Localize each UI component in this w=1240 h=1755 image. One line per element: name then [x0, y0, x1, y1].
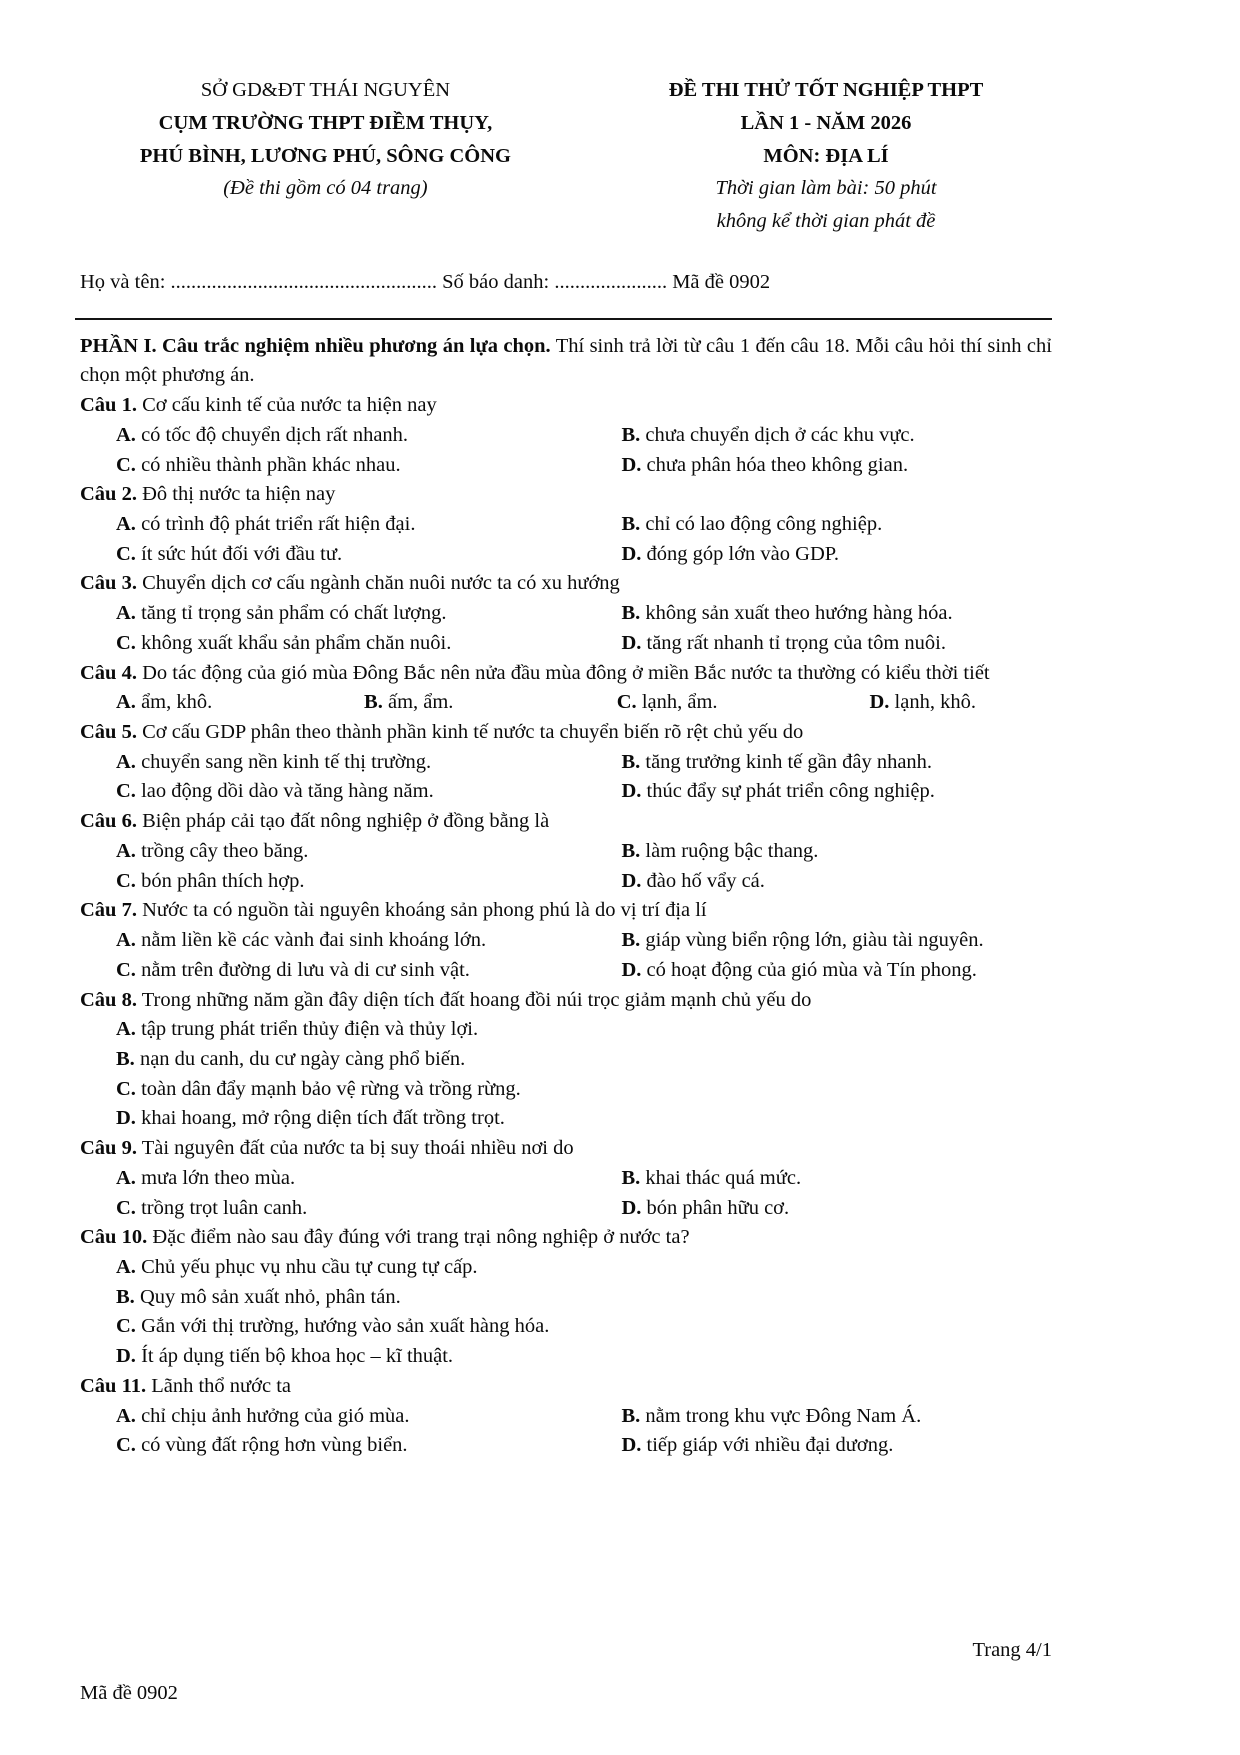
question-number: Câu 3. [80, 572, 137, 595]
option-9-B [621, 1164, 1052, 1194]
option-2-A [116, 510, 621, 540]
question-options [80, 1402, 1052, 1461]
option-3-C [116, 629, 621, 659]
option-letter: C. [116, 1196, 136, 1219]
option-text: có vùng đất rộng hơn vùng biển. [141, 1434, 408, 1457]
option-text: tập trung phát triển thủy điện và thủy lợi. [141, 1018, 479, 1041]
exam-round: LẦN 1 - NĂM 2026 [740, 111, 912, 134]
question-4 [80, 659, 1052, 718]
question-options [80, 1164, 1052, 1223]
option-text: trồng cây theo băng. [141, 839, 309, 862]
option-9-D [621, 1194, 1052, 1224]
question-number: Câu 10. [80, 1226, 148, 1249]
question-5 [80, 718, 1052, 807]
pages-note: (Đề thi gồm có 04 trang) [223, 177, 428, 200]
option-letter: C. [616, 691, 637, 714]
option-text: ấm, ẩm. [387, 691, 454, 714]
school-name-line2: PHÚ BÌNH, LƯƠNG PHÚ, SÔNG CÔNG [139, 144, 511, 167]
option-letter: C. [116, 869, 136, 892]
footer-exam-code: Mã đề 0902 [80, 1682, 178, 1705]
option-letter: A. [116, 1255, 136, 1278]
option-text: tăng trưởng kinh tế gần đây nhanh. [645, 750, 933, 773]
question-text: Trong những năm gần đây diện tích đất hoang đồi núi trọc giảm mạnh chủ yếu do [141, 988, 812, 1011]
option-letter: B. [621, 423, 641, 446]
question-stem [80, 569, 1052, 599]
question-options [80, 1015, 1052, 1134]
option-letter: D. [621, 958, 642, 981]
option-letter: D. [621, 869, 642, 892]
option-letter: A. [116, 839, 136, 862]
option-text: giáp vùng biển rộng lớn, giàu tài nguyên. [645, 929, 984, 952]
option-letter: C. [116, 542, 136, 565]
option-letter: B. [621, 929, 641, 952]
question-stem [80, 807, 1052, 837]
option-letter: C. [116, 1315, 136, 1338]
option-text: bón phân hữu cơ. [646, 1196, 790, 1219]
question-number: Câu 8. [80, 988, 137, 1011]
question-stem [80, 718, 1052, 748]
student-id-field: Số báo danh: ...................... [442, 270, 668, 293]
question-number: Câu 7. [80, 899, 137, 922]
option-text: tăng rất nhanh tỉ trọng của tôm nuôi. [646, 631, 946, 654]
option-letter: A. [116, 602, 136, 625]
question-options [80, 421, 1052, 480]
option-letter: D. [116, 1345, 136, 1368]
question-2 [80, 480, 1052, 569]
option-9-A [116, 1164, 621, 1194]
option-11-A [116, 1402, 621, 1432]
option-11-B [621, 1402, 1052, 1432]
question-options [80, 510, 1052, 569]
option-2-D [621, 540, 1052, 570]
option-2-C [116, 540, 621, 570]
part1-instructions: Thí sinh trả lời từ câu 1 đến câu 18. Mỗi câu hỏi thí sinh chỉ chọn một phương án. [80, 334, 1052, 387]
question-6 [80, 807, 1052, 896]
question-options [80, 837, 1052, 896]
option-letter: C. [116, 1434, 136, 1457]
option-8-C [116, 1075, 1052, 1105]
option-10-C [116, 1312, 1052, 1342]
question-7 [80, 896, 1052, 985]
option-text: nằm liền kề các vành đai sinh khoáng lớn. [141, 929, 487, 952]
option-letter: A. [116, 1404, 136, 1427]
option-letter: A. [116, 750, 136, 773]
option-text: đào hố vẩy cá. [646, 869, 765, 892]
option-text: lạnh, ẩm. [641, 691, 718, 714]
option-letter: C. [116, 1077, 136, 1100]
option-7-C [116, 956, 621, 986]
option-text: mưa lớn theo mùa. [141, 1166, 296, 1189]
issuer-block [80, 74, 571, 238]
option-letter: B. [621, 1166, 641, 1189]
option-text: lao động dồi dào và tăng hàng năm. [141, 780, 434, 803]
option-7-A [116, 926, 621, 956]
option-text: trồng trọt luân canh. [141, 1196, 308, 1219]
question-options [80, 1253, 1052, 1372]
option-5-A [116, 748, 621, 778]
question-text: Cơ cấu GDP phân theo thành phần kinh tế nước ta chuyển biến rõ rệt chủ yếu do [142, 721, 804, 744]
option-6-C [116, 867, 621, 897]
option-text: có tốc độ chuyển dịch rất nhanh. [141, 423, 409, 446]
option-5-D [621, 777, 1052, 807]
question-stem [80, 1372, 1052, 1402]
option-text: bón phân thích hợp. [141, 869, 305, 892]
question-stem [80, 659, 1052, 689]
part1-heading [80, 332, 1052, 391]
option-text: thúc đẩy sự phát triển công nghiệp. [646, 780, 935, 803]
option-7-D [621, 956, 1052, 986]
option-text: nằm trong khu vực Đông Nam Á. [645, 1404, 922, 1427]
option-4-B [364, 688, 617, 718]
exam-duration: Thời gian làm bài: 50 phút [715, 177, 937, 200]
option-6-B [621, 837, 1052, 867]
option-letter: B. [621, 602, 641, 625]
question-11 [80, 1372, 1052, 1461]
option-letter: C. [116, 780, 136, 803]
option-text: có nhiều thành phần khác nhau. [141, 453, 401, 476]
exam-code-label: Mã đề 0902 [672, 270, 771, 293]
option-letter: D. [621, 453, 642, 476]
option-3-A [116, 599, 621, 629]
question-number: Câu 5. [80, 721, 137, 744]
student-name-field: Họ và tên: .................................................... [80, 270, 438, 293]
question-text: Cơ cấu kinh tế của nước ta hiện nay [142, 394, 437, 417]
option-letter: B. [621, 839, 641, 862]
student-info-line [80, 268, 1052, 298]
question-1 [80, 391, 1052, 480]
question-10 [80, 1223, 1052, 1372]
option-1-B [621, 421, 1052, 451]
option-10-D [116, 1342, 1052, 1372]
option-1-D [621, 451, 1052, 481]
exam-subject: MÔN: ĐỊA LÍ [763, 144, 889, 167]
option-letter: A. [116, 1166, 136, 1189]
option-letter: A. [116, 1018, 136, 1041]
option-letter: B. [364, 691, 383, 714]
option-1-A [116, 421, 621, 451]
option-8-D [116, 1104, 1052, 1134]
question-stem [80, 391, 1052, 421]
question-text: Đô thị nước ta hiện nay [142, 483, 336, 506]
question-options [80, 748, 1052, 807]
question-9 [80, 1134, 1052, 1223]
question-number: Câu 6. [80, 810, 137, 833]
header-divider [75, 318, 1052, 320]
question-stem [80, 480, 1052, 510]
option-text: Quy mô sản xuất nhỏ, phân tán. [139, 1285, 401, 1308]
option-text: Gắn với thị trường, hướng vào sản xuất hàng hóa. [141, 1315, 550, 1338]
option-text: tiếp giáp với nhiều đại dương. [646, 1434, 894, 1457]
option-letter: B. [621, 750, 641, 773]
question-text: Tài nguyên đất của nước ta bị suy thoái nhiều nơi do [141, 1137, 574, 1160]
option-3-D [621, 629, 1052, 659]
document-header [80, 74, 1052, 238]
document-footer [80, 1636, 1052, 1709]
option-text: toàn dân đẩy mạnh bảo vệ rừng và trồng rừng. [141, 1077, 521, 1100]
part1-title: PHẦN I. Câu trắc nghiệm nhiều phương án lựa chọn. [80, 334, 551, 357]
option-letter: B. [116, 1047, 135, 1070]
option-4-A [116, 688, 364, 718]
question-3 [80, 569, 1052, 658]
option-letter: D. [116, 1107, 136, 1130]
exam-title: ĐỀ THI THỬ TỐT NGHIỆP THPT [668, 79, 984, 101]
question-text: Do tác động của gió mùa Đông Bắc nên nửa đầu mùa đông ở miền Bắc nước ta thường có kiểu thời tiết [142, 661, 990, 684]
option-text: nạn du canh, du cư ngày càng phổ biến. [139, 1047, 466, 1070]
option-text: chỉ chịu ảnh hưởng của gió mùa. [141, 1404, 410, 1427]
option-8-A [116, 1015, 1052, 1045]
option-text: nằm trên đường di lưu và di cư sinh vật. [141, 958, 470, 981]
option-1-C [116, 451, 621, 481]
question-number: Câu 9. [80, 1137, 137, 1160]
option-letter: A. [116, 513, 136, 536]
option-text: lạnh, khô. [894, 691, 976, 714]
option-letter: C. [116, 631, 136, 654]
option-6-A [116, 837, 621, 867]
option-letter: C. [116, 453, 136, 476]
page-number: Trang 4/1 [972, 1638, 1052, 1661]
option-text: ẩm, khô. [141, 691, 213, 714]
question-text: Chuyển dịch cơ cấu ngành chăn nuôi nước ta có xu hướng [142, 572, 620, 595]
option-9-C [116, 1194, 621, 1224]
option-5-C [116, 777, 621, 807]
option-text: Chủ yếu phục vụ nhu cầu tự cung tự cấp. [141, 1255, 478, 1278]
option-text: có hoạt động của gió mùa và Tín phong. [646, 958, 977, 981]
question-stem [80, 1134, 1052, 1164]
option-text: chuyển sang nền kinh tế thị trường. [141, 750, 432, 773]
question-number: Câu 4. [80, 661, 137, 684]
question-text: Đặc điểm nào sau đây đúng với trang trại nông nghiệp ở nước ta? [152, 1226, 690, 1249]
question-options [80, 599, 1052, 658]
question-options [80, 688, 1052, 718]
option-text: có trình độ phát triển rất hiện đại. [141, 513, 416, 536]
option-letter: D. [621, 631, 642, 654]
option-letter: A. [116, 423, 136, 446]
option-11-C [116, 1431, 621, 1461]
option-text: khai hoang, mở rộng diện tích đất trồng trọt. [141, 1107, 505, 1130]
question-stem [80, 986, 1052, 1016]
exam-info-block [600, 74, 1052, 238]
option-text: chưa phân hóa theo không gian. [646, 453, 909, 476]
option-text: Ít áp dụng tiến bộ khoa học – kĩ thuật. [141, 1345, 454, 1368]
question-number: Câu 1. [80, 394, 137, 417]
department-name: SỞ GD&ĐT THÁI NGUYÊN [200, 79, 451, 101]
option-text: chỉ có lao động công nghiệp. [645, 513, 883, 536]
school-name-line1: CỤM TRƯỜNG THPT ĐIỀM THỤY, [158, 111, 493, 134]
option-5-B [621, 748, 1052, 778]
option-3-B [621, 599, 1052, 629]
option-letter: B. [621, 1404, 641, 1427]
question-options [80, 926, 1052, 985]
option-text: tăng tỉ trọng sản phẩm có chất lượng. [141, 602, 447, 625]
option-letter: A. [116, 691, 136, 714]
question-text: Biện pháp cải tạo đất nông nghiệp ở đồng bằng là [142, 810, 550, 833]
option-7-B [621, 926, 1052, 956]
option-text: làm ruộng bậc thang. [645, 839, 819, 862]
option-text: không sản xuất theo hướng hàng hóa. [645, 602, 953, 625]
option-text: không xuất khẩu sản phẩm chăn nuôi. [141, 631, 452, 654]
question-number: Câu 2. [80, 483, 137, 506]
option-text: chưa chuyển dịch ở các khu vực. [645, 423, 915, 446]
question-text: Lãnh thổ nước ta [151, 1374, 291, 1397]
option-text: đóng góp lớn vào GDP. [646, 542, 839, 565]
question-text: Nước ta có nguồn tài nguyên khoáng sản phong phú là do vị trí địa lí [142, 899, 707, 922]
option-4-D [869, 688, 1052, 718]
option-letter: D. [621, 780, 642, 803]
questions-list [80, 391, 1052, 1461]
question-stem [80, 1223, 1052, 1253]
option-11-D [621, 1431, 1052, 1461]
option-letter: D. [621, 542, 642, 565]
option-8-B [116, 1045, 1052, 1075]
option-letter: D. [621, 1434, 642, 1457]
question-number: Câu 11. [80, 1374, 147, 1397]
option-letter: A. [116, 929, 136, 952]
option-text: khai thác quá mức. [645, 1166, 802, 1189]
question-stem [80, 896, 1052, 926]
option-letter: D. [621, 1196, 642, 1219]
option-letter: B. [116, 1285, 135, 1308]
option-2-B [621, 510, 1052, 540]
option-text: ít sức hút đối với đầu tư. [141, 542, 343, 565]
option-letter: C. [116, 958, 136, 981]
option-4-C [617, 688, 870, 718]
option-10-A [116, 1253, 1052, 1283]
question-8 [80, 986, 1052, 1135]
option-letter: B. [621, 513, 641, 536]
option-6-D [621, 867, 1052, 897]
option-10-B [116, 1283, 1052, 1313]
exam-duration-note: không kể thời gian phát đề [716, 210, 936, 233]
option-letter: D. [869, 691, 890, 714]
